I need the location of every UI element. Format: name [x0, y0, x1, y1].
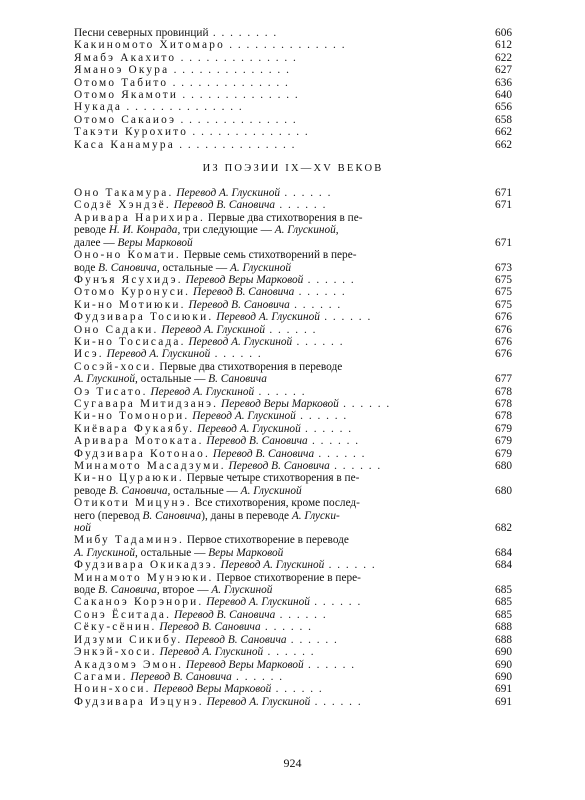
- toc-entry-text: [74, 299, 512, 311]
- toc-entry: [74, 634, 512, 646]
- toc-entry: [74, 348, 512, 360]
- translator-text: Перевод А. Глускиной: [197, 422, 301, 435]
- page-ref: 676: [495, 348, 512, 361]
- translator-text: Перевод В. Сановича: [212, 447, 315, 460]
- translator-text: Веры Марковой: [117, 236, 193, 249]
- translator-text: А. Глускиной,: [74, 546, 138, 559]
- author-name: Сагами.: [74, 670, 128, 683]
- author-name: Сосэй-хоси.: [74, 360, 157, 373]
- toc-entry-text: [74, 324, 512, 336]
- toc-entry: [74, 101, 512, 113]
- translator-text: Перевод А. Глускиной: [159, 646, 264, 659]
- toc-entry-text: [74, 348, 512, 360]
- leader-dots: . . . . . .: [271, 683, 324, 696]
- page-ref: 679: [495, 422, 512, 435]
- toc-entry: [74, 423, 512, 435]
- section-heading: ИЗ ПОЭЗИИ IX—XV ВЕКОВ: [202, 163, 384, 175]
- toc-entry: [74, 299, 512, 311]
- leader-dots: . . . . . .: [254, 385, 307, 398]
- translator-text: Перевод В. Сановича: [228, 460, 330, 472]
- page-ref: 673: [495, 261, 512, 274]
- author-name: Энкэй-хоси.: [74, 646, 157, 659]
- leader-dots: . . . . . .: [324, 559, 377, 572]
- leader-dots: . . . . . .: [275, 199, 327, 212]
- page-ref: 678: [495, 410, 512, 423]
- author-name: Минамото Масадзуми.: [74, 460, 226, 472]
- page-number: 924: [283, 756, 302, 770]
- page-ref: 675: [495, 298, 512, 311]
- author-name: Оно Такамура.: [74, 187, 174, 200]
- author-name: Ки-но Томонори.: [74, 410, 190, 423]
- toc-entry-text: [74, 361, 512, 386]
- author-name: Фудзивара Тосиюки.: [74, 311, 214, 324]
- leader-dots: . . . . . .: [292, 335, 345, 348]
- toc-entry: [74, 559, 512, 571]
- toc-entry-text: [74, 572, 512, 597]
- toc-entry-text: [74, 596, 512, 608]
- author-name: Ки-но Тосисада.: [74, 335, 186, 348]
- author-name: Содзё Хэндзё.: [74, 199, 171, 212]
- toc-entry: [74, 472, 512, 497]
- page-ref: 656: [495, 101, 512, 114]
- toc-entry: [74, 286, 512, 298]
- author-name: Оно Садаки.: [74, 323, 159, 336]
- table-of-contents: [74, 27, 512, 708]
- translator-text: Перевод В. Сановича: [188, 298, 290, 311]
- author-name: Песни северных провинций: [74, 27, 209, 39]
- leader-dots: . . . . . .: [300, 422, 353, 435]
- author-name: Отомо Табито: [74, 76, 169, 89]
- page-ref: 690: [495, 646, 512, 659]
- toc-entry-text: [74, 89, 512, 101]
- leader-dots: . . . . . .: [210, 348, 263, 361]
- page-ref: 671: [495, 187, 512, 200]
- toc-entry-text: [74, 634, 512, 646]
- page-ref: 691: [495, 683, 512, 696]
- toc-entry-text: [74, 114, 512, 126]
- author-name: Идзуми Сикибу.: [74, 633, 183, 646]
- toc-entry-text: [74, 126, 512, 138]
- toc-entry-text: [74, 77, 512, 89]
- author-name: Исэ.: [74, 348, 104, 361]
- toc-entry: [74, 609, 512, 621]
- page-ref: 622: [495, 51, 512, 64]
- note-text: остальные —: [159, 261, 230, 274]
- toc-entry-text: [74, 559, 512, 571]
- toc-entry: [74, 249, 512, 274]
- translator-text: Перевод А. Глускиной: [161, 323, 266, 336]
- toc-entry-text: [74, 410, 512, 422]
- leader-dots: . . . . . .: [289, 298, 342, 311]
- leader-dots: . . . . . .: [319, 311, 372, 324]
- leader-dots: . . . . . . . . . . . . . .: [122, 101, 244, 114]
- toc-entry-text: [74, 646, 512, 658]
- author-name: Сонэ Ёситада.: [74, 608, 172, 621]
- translator-text: Перевод А. Глускиной: [220, 559, 325, 572]
- page-ref: 679: [495, 435, 512, 448]
- note-text: второе —: [159, 584, 212, 597]
- note-text: остальные —: [170, 484, 241, 497]
- toc-entry-text: [74, 497, 512, 534]
- translator-text: Перевод В. Сановича: [130, 670, 232, 683]
- author-name: Фудзивара Котонао.: [74, 447, 210, 460]
- page-ref: 688: [495, 633, 512, 646]
- note-text: Первые два стихотворения в переводе: [159, 360, 343, 373]
- toc-entry-text: [74, 52, 512, 64]
- toc-entry-text: [74, 139, 512, 151]
- page-ref: 688: [495, 621, 512, 634]
- toc-entry-text: [74, 460, 512, 472]
- author-name: Аривара Нарихира.: [74, 211, 205, 224]
- translator-text: Перевод Веры Марковой: [185, 658, 304, 671]
- toc-entry: [74, 89, 512, 101]
- toc-entry: [74, 139, 512, 151]
- toc-entry: [74, 27, 512, 39]
- toc-entry-text: [74, 472, 512, 497]
- page-ref: 675: [495, 273, 512, 286]
- toc-entry: [74, 696, 512, 708]
- note-text: него (перевод: [74, 509, 143, 522]
- leader-dots: . . . . . .: [263, 646, 316, 659]
- leader-dots: . . . . . .: [295, 410, 348, 423]
- page-ref: 680: [495, 484, 512, 497]
- page-ref: 691: [495, 695, 512, 708]
- author-name: Отикоти Мицунэ.: [74, 497, 192, 510]
- translator-text: Перевод А. Глускиной: [188, 335, 293, 348]
- translator-text: А. Глускиной,: [274, 224, 339, 237]
- translator-text: Перевод А. Глускиной: [192, 410, 296, 423]
- author-name: Сугавара Митидзанэ.: [74, 397, 219, 410]
- page-ref: 671: [495, 236, 512, 249]
- page-ref: 684: [495, 559, 512, 572]
- leader-dots: . . . . . .: [303, 658, 356, 671]
- author-name: Фудзивара Иэцунэ.: [74, 695, 204, 708]
- leader-dots: . . . . . . . . . . . . . .: [224, 39, 347, 52]
- note-text: Первые два стихотворения в пе-: [207, 211, 363, 224]
- note-text: реводе: [74, 484, 109, 497]
- note-text: остальные —: [137, 373, 209, 386]
- toc-entry-text: [74, 448, 512, 460]
- translator-text: Перевод Веры Марковой: [153, 683, 272, 696]
- author-name: Киёвара Фукаябу.: [74, 422, 195, 435]
- toc-entry: [74, 460, 512, 472]
- note-text: реводе: [74, 224, 109, 237]
- translator-text: Перевод А. Глускиной: [106, 348, 211, 361]
- toc-entry: [74, 274, 512, 286]
- page-ref: 671: [495, 199, 512, 212]
- translator-text: Перевод В. Сановича: [173, 608, 276, 621]
- toc-entry-text: [74, 249, 512, 274]
- toc-entry: [74, 126, 512, 138]
- note-text: Первые семь стихотворений в пере-: [183, 249, 357, 262]
- toc-entry: [74, 534, 512, 559]
- toc-entry-text: [74, 311, 512, 323]
- toc-entry: [74, 386, 512, 398]
- author-name: Минамото Мунэюки.: [74, 571, 214, 584]
- page-ref: 679: [495, 447, 512, 460]
- author-name: Отомо Сакаиоэ: [74, 113, 177, 126]
- author-name: Такэти Курохито: [74, 126, 189, 139]
- toc-entry: [74, 64, 512, 76]
- translator-text: В. Сановича,: [98, 261, 160, 274]
- translator-text: Перевод В. Сановича: [185, 633, 287, 646]
- note-text: ), даны в переводе: [201, 509, 292, 522]
- toc-entry-text: [74, 101, 512, 113]
- translator-text: Перевод А. Глускиной: [176, 187, 281, 200]
- toc-entry: [74, 671, 512, 683]
- toc-entry: [74, 324, 512, 336]
- toc-entry: [74, 199, 512, 211]
- author-name: Мибу Тадаминэ.: [74, 534, 184, 547]
- note-text: остальные —: [137, 546, 209, 559]
- translator-text: В. Сановича,: [108, 484, 171, 497]
- translator-text: В. Сановича,: [98, 584, 160, 597]
- toc-entry: [74, 572, 512, 597]
- note-text: воде: [74, 584, 99, 597]
- toc-entry: [74, 435, 512, 447]
- translator-text: В. Сановича: [208, 373, 267, 386]
- toc-entry-text: [74, 336, 512, 348]
- translator-text: Перевод Веры Марковой: [185, 273, 304, 286]
- translator-text: А. Глускиной: [240, 484, 302, 497]
- toc-entry-text: [74, 386, 512, 398]
- page-ref: 675: [495, 286, 512, 299]
- leader-dots: . . . . . . . . . . . . . .: [176, 113, 298, 126]
- toc-entry: [74, 212, 512, 249]
- author-name: Ки-но Цураюки.: [74, 472, 184, 485]
- translator-text: А. Глускиной: [211, 584, 273, 597]
- toc-entry-text: [74, 621, 512, 633]
- toc-entry-text: [74, 274, 512, 286]
- translator-text: Перевод А. Глускиной: [216, 311, 320, 324]
- toc-entry: [74, 410, 512, 422]
- translator-text: Веры Марковой: [208, 546, 284, 559]
- translator-text: Перевод Веры Марковой: [221, 397, 339, 410]
- leader-dots: . . . . . .: [303, 273, 356, 286]
- toc-entry-text: [74, 683, 512, 695]
- note-text: Первое стихотворение в пере-: [216, 571, 361, 584]
- author-name: Аривара Мотоката.: [74, 435, 204, 448]
- page-ref: 640: [495, 89, 512, 102]
- leader-dots: . . . . . .: [294, 286, 347, 299]
- toc-entry-text: [74, 659, 512, 671]
- note-text: Первое стихотворение в переводе: [186, 534, 349, 547]
- leader-dots: . . . . . . . . . . . . . .: [174, 138, 296, 151]
- leader-dots: . . . . . .: [275, 608, 328, 621]
- translator-text: А. Глуски-: [291, 509, 340, 522]
- leader-dots: . . . . . .: [310, 695, 363, 708]
- toc-entry-text: [74, 199, 512, 211]
- leader-dots: . . . . . . . .: [208, 27, 278, 39]
- toc-entry: [74, 77, 512, 89]
- author-name: Фудзивара Окикадзэ.: [74, 559, 218, 572]
- author-name: Ки-но Мотиюки.: [74, 298, 186, 311]
- toc-entry-text: [74, 39, 512, 51]
- toc-entry-text: [74, 423, 512, 435]
- toc-entry-text: [74, 435, 512, 447]
- page-ref: 690: [495, 670, 512, 683]
- toc-entry: [74, 311, 512, 323]
- author-name: Фунъя Ясухидэ.: [74, 273, 183, 286]
- leader-dots: . . . . . .: [260, 621, 313, 634]
- author-name: Ямабэ Акахито: [74, 51, 177, 64]
- leader-dots: . . . . . .: [280, 187, 332, 200]
- page-ref: 627: [495, 64, 512, 77]
- author-name: Нукада: [74, 101, 123, 114]
- leader-dots: . . . . . .: [231, 670, 284, 683]
- leader-dots: . . . . . . . . . . . . . .: [176, 51, 298, 64]
- author-name: Оэ Тисато.: [74, 385, 148, 398]
- page-ref: 636: [495, 76, 512, 89]
- author-name: Яманоэ Окура: [74, 64, 170, 77]
- translator-text: Перевод В. Сановича: [193, 286, 295, 299]
- toc-entry-text: [74, 609, 512, 621]
- page-ref: 678: [495, 397, 512, 410]
- page-ref: 676: [495, 323, 512, 336]
- leader-dots: . . . . . .: [329, 460, 382, 472]
- leader-dots: . . . . . .: [286, 633, 339, 646]
- translator-text: Н. И. Конрада,: [108, 224, 181, 237]
- page-ref: 662: [495, 138, 512, 151]
- translator-text: А. Глускиной,: [74, 373, 138, 386]
- toc-entry-text: [74, 671, 512, 683]
- translator-text: Перевод В. Сановича: [206, 435, 308, 448]
- toc-entry-text: [74, 398, 512, 410]
- page-ref: 606: [495, 27, 512, 39]
- toc-entry-text: [74, 696, 512, 708]
- toc-entry: [74, 596, 512, 608]
- note-text: три следующие —: [180, 224, 275, 237]
- page-ref: 685: [495, 596, 512, 609]
- translator-text: Перевод В. Сановича: [173, 199, 275, 212]
- note-text: Первые четыре стихотворения в пе-: [186, 472, 360, 485]
- leader-dots: . . . . . .: [307, 435, 360, 448]
- leader-dots: . . . . . .: [265, 323, 317, 336]
- leader-dots: . . . . . . . . . . . . . .: [188, 126, 310, 139]
- toc-entry: [74, 39, 512, 51]
- page-ref: 685: [495, 608, 512, 621]
- toc-entry: [74, 621, 512, 633]
- toc-section-ix-xv: [74, 187, 512, 708]
- translator-text: ной: [74, 522, 91, 535]
- translator-text: Перевод А. Глускиной: [206, 596, 310, 609]
- page-ref: 690: [495, 658, 512, 671]
- note-text: Все стихотворения, кроме послед-: [194, 497, 360, 510]
- toc-entry: [74, 361, 512, 386]
- translator-text: В. Сановича: [142, 509, 202, 522]
- author-name: Саканоэ Корэнори.: [74, 596, 204, 609]
- leader-dots: . . . . . . . . . . . . . .: [168, 76, 290, 89]
- toc-entry: [74, 187, 512, 199]
- translator-text: Перевод А. Глускиной: [206, 695, 311, 708]
- page-ref: 676: [495, 311, 512, 324]
- toc-entry-text: [74, 187, 512, 199]
- toc-section-poets: [74, 27, 512, 151]
- toc-entry-text: [74, 286, 512, 298]
- author-name: Оно-но Комати.: [74, 249, 181, 262]
- toc-entry: [74, 659, 512, 671]
- toc-entry-text: [74, 534, 512, 559]
- page-ref: 685: [495, 584, 512, 597]
- page-ref: 684: [495, 546, 512, 559]
- leader-dots: . . . . . .: [309, 596, 362, 609]
- toc-entry: [74, 497, 512, 534]
- author-name: Сёку-сёнин.: [74, 621, 157, 634]
- note-text: воде: [74, 261, 99, 274]
- author-name: Какиномото Хитомаро: [74, 39, 225, 52]
- page-ref: 658: [495, 113, 512, 126]
- toc-entry: [74, 683, 512, 695]
- toc-entry: [74, 448, 512, 460]
- page-ref: 676: [495, 335, 512, 348]
- page-ref: 662: [495, 126, 512, 139]
- note-text: далее —: [74, 236, 118, 249]
- toc-entry: [74, 336, 512, 348]
- leader-dots: . . . . . .: [338, 397, 391, 410]
- toc-entry: [74, 398, 512, 410]
- toc-entry-text: [74, 64, 512, 76]
- toc-entry: [74, 646, 512, 658]
- author-name: Акадзомэ Эмон.: [74, 658, 184, 671]
- author-name: Отомо Куронуси.: [74, 286, 191, 299]
- author-name: Ноин-хоси.: [74, 683, 151, 696]
- leader-dots: . . . . . . . . . . . . . .: [178, 89, 300, 102]
- toc-entry-text: [74, 212, 512, 249]
- translator-text: А. Глускиной: [230, 261, 292, 274]
- toc-entry: [74, 52, 512, 64]
- page-ref: 678: [495, 385, 512, 398]
- page-ref: 680: [495, 460, 512, 472]
- page-ref: 612: [495, 39, 512, 52]
- leader-dots: . . . . . .: [314, 447, 366, 460]
- leader-dots: . . . . . . . . . . . . . .: [169, 64, 291, 77]
- page-ref: 682: [495, 522, 512, 535]
- toc-entry-text: [74, 27, 512, 39]
- page-ref: 677: [495, 373, 512, 386]
- author-name: Отомо Якамоти: [74, 89, 179, 102]
- translator-text: Перевод А. Глускиной: [150, 385, 255, 398]
- translator-text: Перевод В. Сановича: [159, 621, 261, 634]
- author-name: Каса Канамура: [74, 138, 175, 151]
- toc-entry: [74, 114, 512, 126]
